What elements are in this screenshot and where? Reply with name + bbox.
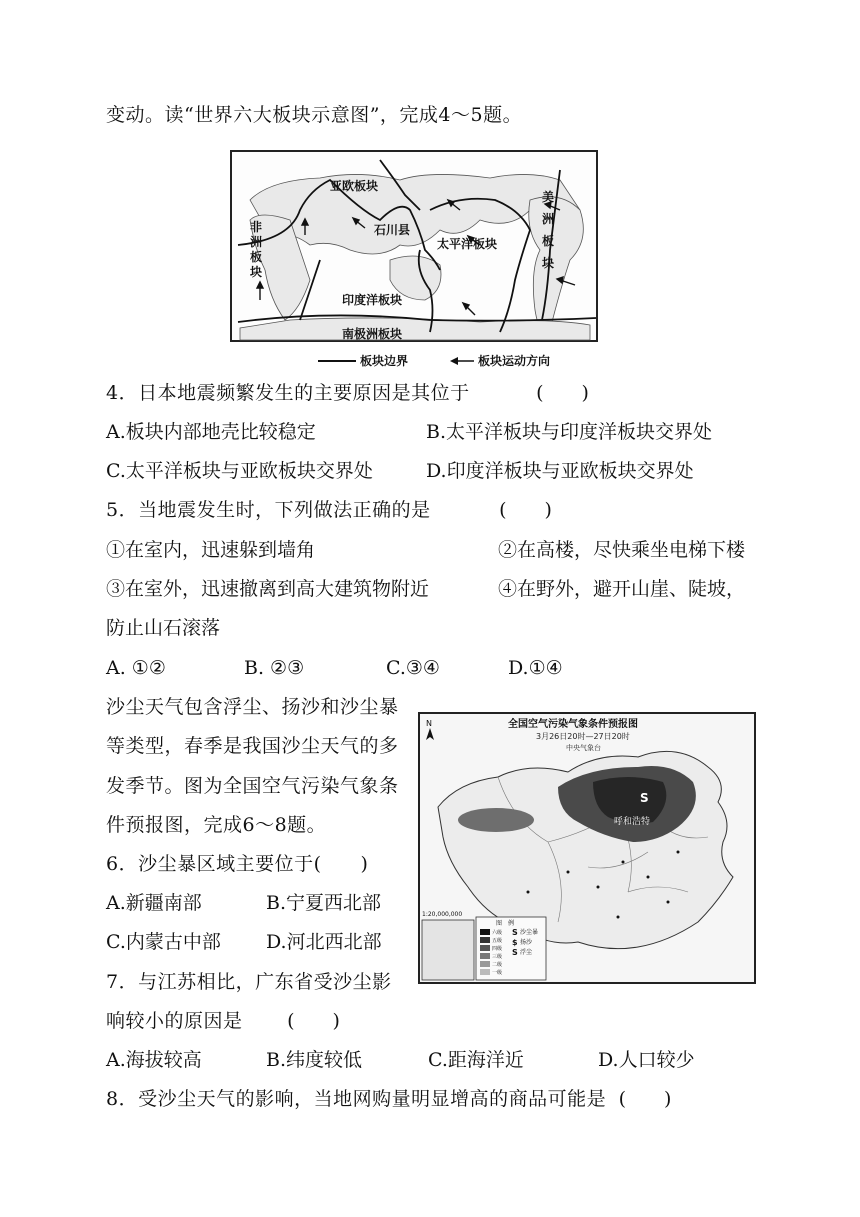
q7-stem-line-1: 7．与江苏相比，广东省受沙尘影 [106, 971, 392, 993]
q5-item-3: ③在室外，迅速撤离到高大建筑物附近 [106, 578, 430, 600]
q6-option-b: B.宁夏西北部 [266, 892, 382, 914]
legend-level-6: 六级 [492, 930, 503, 936]
pacific-plate-label: 太平洋板块 [437, 237, 498, 251]
legend-floating: 浮尘 [520, 949, 533, 956]
q7-answer-paren: ( ) [287, 1010, 340, 1032]
shichuan-label: 石川县 [374, 223, 411, 237]
q5-item-4-cont: 防止山石滚落 [106, 617, 221, 639]
african-plate-label: 非洲板块 [250, 220, 263, 279]
floating-dust-legend-icon: S [512, 948, 518, 957]
q8-stem-text: 8．受沙尘天气的影响，当地网购量明显增高的商品可能是 [106, 1088, 607, 1110]
antarctic-plate-label: 南极洲板块 [342, 327, 403, 341]
q5-answer-paren: ( ) [499, 499, 552, 521]
q6-option-d: D.河北西北部 [266, 931, 382, 953]
dust-map-date: 3月26日20时—27日20时 [536, 732, 630, 741]
dust-map-title: 全国空气污染气象条件预报图 [508, 719, 638, 730]
legend-blowing: 扬沙 [520, 939, 533, 946]
q4-option-a: A.板块内部地壳比较稳定 [106, 421, 316, 443]
q5-option-a: A. ①② [106, 657, 166, 679]
q4-option-c: C.太平洋板块与亚欧板块交界处 [106, 460, 373, 482]
q6-option-a: A.新疆南部 [106, 892, 202, 914]
legend-level-1: 一级 [492, 970, 503, 976]
legend-sandstorm: 沙尘暴 [520, 929, 539, 936]
city-hohhot-label: 呼和浩特 [614, 817, 651, 827]
q5-item-1: ①在室内，迅速躲到墙角 [106, 539, 316, 561]
q4-option-b: B.太平洋板块与印度洋板块交界处 [426, 421, 713, 443]
blowing-sand-legend-icon: $ [512, 938, 518, 947]
q5-item-4: ④在野外，避开山崖、陡坡， [498, 578, 746, 600]
q5-stem-text: 5．当地震发生时，下列做法正确的是 [106, 499, 431, 521]
q5-item-2: ②在高楼，尽快乘坐电梯下楼 [498, 539, 746, 561]
q5-option-c: C.③④ [386, 657, 440, 679]
q5-stem [106, 498, 552, 522]
q7-option-a: A.海拔较高 [106, 1049, 202, 1071]
passage-line-2: 等类型，春季是我国沙尘天气的多 [106, 735, 399, 757]
sandstorm-symbol-icon: S [640, 791, 649, 805]
legend-boundary-label: 板块边界 [360, 354, 409, 368]
q7-option-c: C.距海洋近 [428, 1049, 524, 1071]
air-pollution-forecast-map [418, 712, 756, 984]
eurasian-plate-label: 亚欧板块 [330, 179, 379, 193]
q7-stem-text: 响较小的原因是 [106, 1010, 243, 1032]
q4-stem [106, 381, 589, 405]
q7-option-d: D.人口较少 [598, 1049, 695, 1071]
intro-line: 变动。读“世界六大板块示意图”，完成4～5题。 [106, 104, 523, 126]
legend-direction-label: 板块运动方向 [478, 354, 551, 368]
indian-plate-label: 印度洋板块 [342, 293, 403, 307]
legend-level-2: 二级 [492, 962, 503, 968]
passage-line-4: 件预报图，完成6～8题。 [106, 814, 327, 836]
q8-answer-paren: ( ) [618, 1088, 672, 1110]
q7-stem-line-2 [106, 1009, 340, 1033]
q4-answer-paren: ( ) [536, 382, 589, 404]
q4-option-d: D.印度洋板块与亚欧板块交界处 [426, 460, 694, 482]
dust-region-xinjiang [458, 808, 534, 832]
american-plate-label: 美洲板块 [542, 190, 555, 270]
q6-stem: 6．沙尘暴区域主要位于( ) [106, 853, 369, 875]
q5-option-b: B. ②③ [244, 657, 305, 679]
dust-map-scale: 1:20,000,000 [422, 911, 463, 918]
legend-level-5: 五级 [492, 938, 503, 944]
legend-level-4: 四级 [492, 946, 503, 952]
legend-heading: 图 例 [496, 920, 515, 927]
inset-box [422, 920, 474, 980]
plate-map-legend [318, 353, 550, 368]
passage-line-3: 发季节。图为全国空气污染气象条 [106, 775, 399, 797]
passage-line-1: 沙尘天气包含浮尘、扬沙和沙尘暴 [106, 696, 399, 718]
sandstorm-legend-icon: S [512, 928, 518, 937]
legend-level-3: 三级 [492, 954, 503, 960]
q8-stem [106, 1087, 671, 1111]
dust-map-legend [476, 917, 546, 980]
q6-option-c: C.内蒙古中部 [106, 931, 221, 953]
world-plates-map [230, 150, 598, 372]
dust-map-source: 中央气象台 [566, 744, 601, 752]
q7-option-b: B.纬度较低 [266, 1049, 363, 1071]
q5-option-d: D.①④ [508, 657, 563, 679]
svg-text:N: N [426, 719, 432, 728]
q4-stem-text: 4．日本地震频繁发生的主要原因是其位于 [106, 382, 470, 404]
